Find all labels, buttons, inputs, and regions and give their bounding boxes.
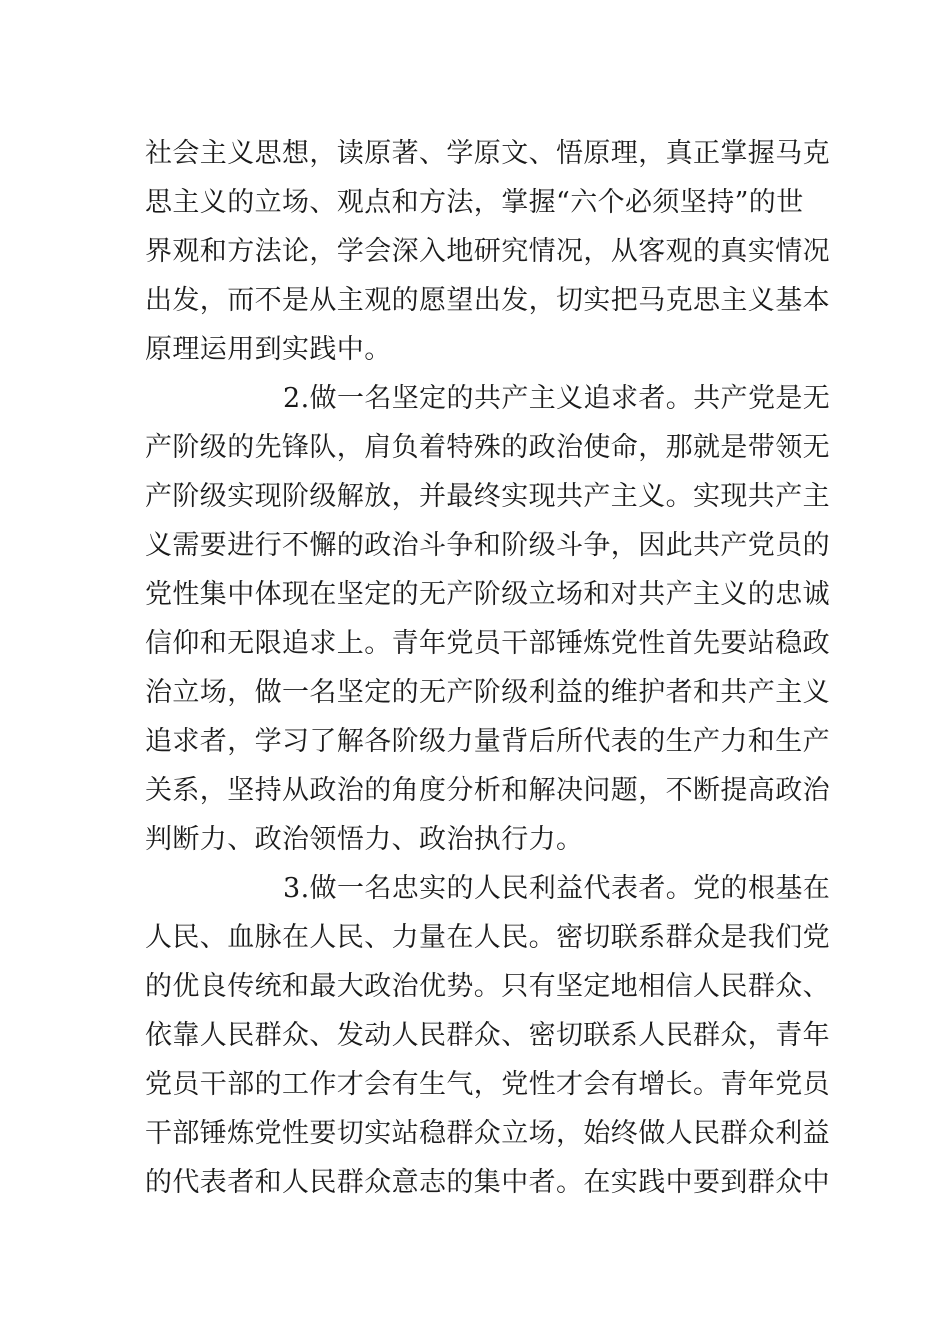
text-line: 产阶级实现阶级解放，并最终实现共产主义。实现共产主	[145, 481, 830, 512]
text-line: 产阶级的先锋队，肩负着特殊的政治使命，那就是带领无	[145, 432, 830, 463]
document-body-text	[145, 129, 831, 1207]
text-line: 社会主义思想，读原著、学原文、悟原理，真正掌握马克	[145, 138, 830, 169]
text-line: 判断力、政治领悟力、政治执行力。	[145, 824, 584, 855]
text-line: 治立场，做一名坚定的无产阶级利益的维护者和共产主义	[145, 677, 830, 708]
text-line: 人民、血脉在人民、力量在人民。密切联系群众是我们党	[145, 922, 830, 953]
text-line: 义需要进行不懈的政治斗争和阶级斗争，因此共产党员的	[145, 530, 830, 561]
text-line: 党性集中体现在坚定的无产阶级立场和对共产主义的忠诚	[145, 579, 830, 610]
text-line: 追求者，学习了解各阶级力量背后所代表的生产力和生产	[145, 726, 830, 757]
text-line: 思主义的立场、观点和方法，掌握“六个必须坚持”的世	[145, 187, 804, 218]
text-line: 干部锤炼党性要切实站稳群众立场，始终做人民群众利益	[145, 1118, 830, 1149]
text-line: 出发，而不是从主观的愿望出发，切实把马克思主义基本	[145, 285, 830, 316]
section-heading-3: 3.做一名忠实的人民利益代表者。党的根基在	[283, 873, 831, 904]
text-line: 关系，坚持从政治的角度分析和解决问题，不断提高政治	[145, 775, 830, 806]
text-line: 依靠人民群众、发动人民群众、密切联系人民群众，青年	[145, 1020, 830, 1051]
text-line: 党员干部的工作才会有生气，党性才会有增长。青年党员	[145, 1069, 830, 1100]
text-line: 原理运用到实践中。	[145, 334, 392, 365]
section-heading-2: 2.做一名坚定的共产主义追求者。共产党是无	[283, 383, 831, 414]
text-line: 界观和方法论，学会深入地研究情况，从客观的真实情况	[145, 236, 830, 267]
text-line: 的优良传统和最大政治优势。只有坚定地相信人民群众、	[145, 971, 830, 1002]
text-line: 的代表者和人民群众意志的集中者。在实践中要到群众中	[145, 1167, 830, 1198]
text-line: 信仰和无限追求上。青年党员干部锤炼党性首先要站稳政	[145, 628, 830, 659]
